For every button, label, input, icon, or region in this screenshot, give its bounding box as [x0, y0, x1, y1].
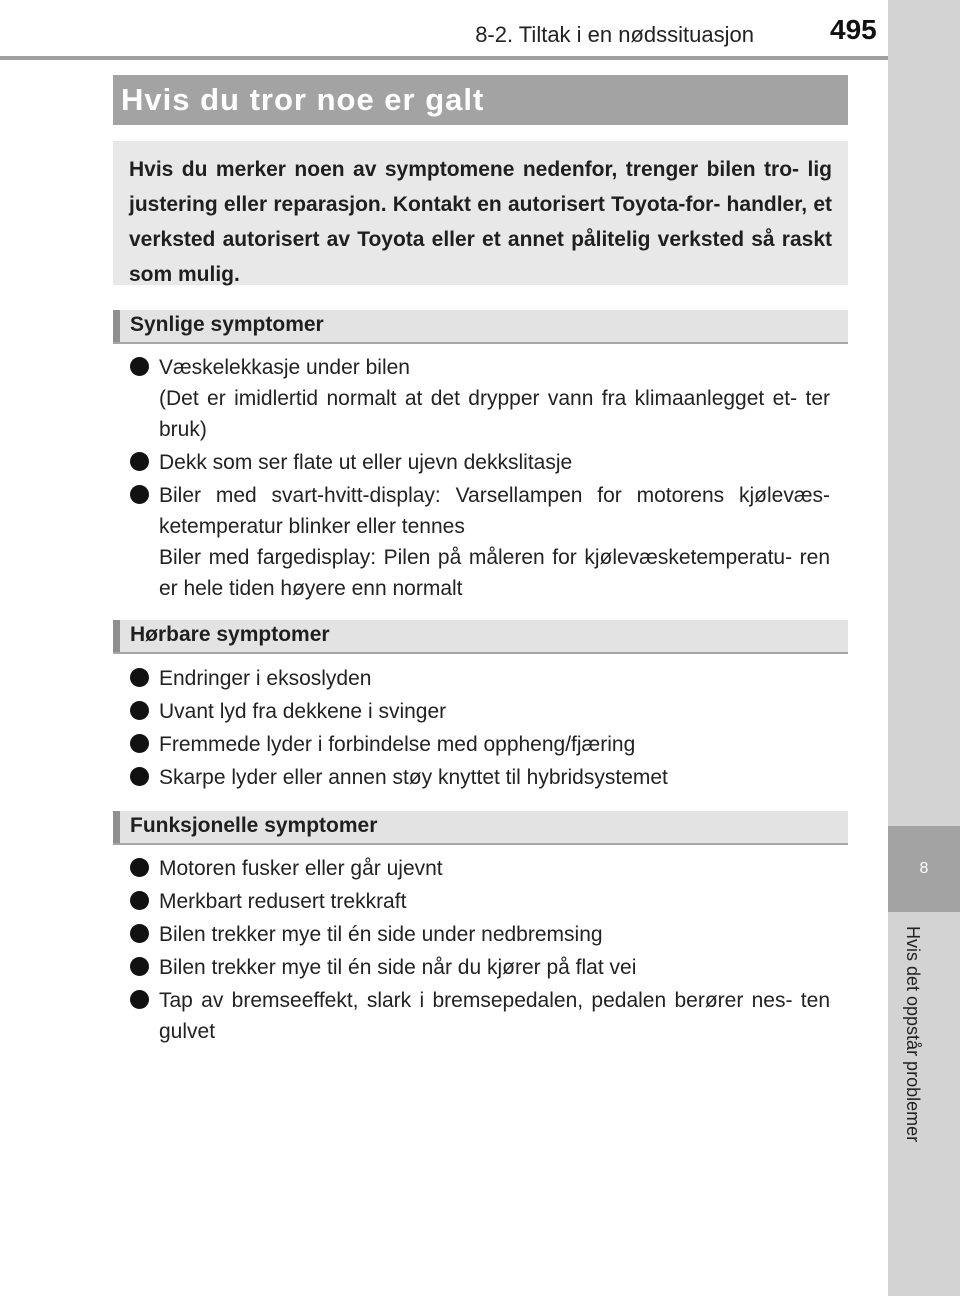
section-heading: Funksjonelle symptomer: [130, 814, 378, 837]
item-text: Bilen trekker mye til én side når du kjører på flat vei: [159, 956, 637, 979]
list-item: [130, 729, 830, 760]
section-heading: Synlige symptomer: [130, 313, 324, 336]
list-item: [130, 352, 830, 445]
symptom-list-functional: [130, 853, 830, 1049]
page-title: Hvis du tror noe er galt: [113, 75, 848, 125]
bullet-icon: [130, 957, 149, 976]
list-item: [130, 886, 830, 917]
list-item: [130, 663, 830, 694]
bullet-icon: [130, 485, 149, 504]
item-text: Endringer i eksoslyden: [159, 667, 372, 690]
bullet-icon: [130, 668, 149, 687]
symptom-list-visible: [130, 352, 830, 606]
item-text: Tap av bremseeffekt, slark i bremsepedalen, pedalen berører nes- ten gulvet: [159, 989, 830, 1043]
item-text: Fremmede lyder i forbindelse med oppheng/fjæring: [159, 733, 636, 756]
bullet-icon: [130, 357, 149, 376]
section-heading: Hørbare symptomer: [130, 623, 330, 646]
chapter-title: Hvis det oppstår problemer: [903, 926, 923, 1143]
bullet-icon: [130, 452, 149, 471]
chapter-number: 8: [888, 826, 960, 912]
item-text: (Det er imidlertid normalt at det drypper vann fra klimaanlegget et- ter bruk): [159, 387, 830, 441]
section-header-bar: [113, 310, 120, 342]
list-item: [130, 853, 830, 884]
bullet-icon: [130, 990, 149, 1009]
section-header-bar: [113, 811, 120, 843]
item-text: Uvant lyd fra dekkene i svinger: [159, 700, 447, 723]
list-item: [130, 447, 830, 478]
item-text: Motoren fusker eller går ujevnt: [159, 857, 443, 880]
item-text: Dekk som ser flate ut eller ujevn dekkslitasje: [159, 451, 573, 474]
bullet-icon: [130, 858, 149, 877]
item-text: Væskelekkasje under bilen: [159, 356, 410, 379]
section-header-bar: [113, 620, 120, 652]
item-text: Merkbart redusert trekkraft: [159, 890, 407, 913]
bullet-icon: [130, 734, 149, 753]
item-text: Skarpe lyder eller annen støy knyttet til hybridsystemet: [159, 766, 668, 789]
header-rule: [0, 56, 888, 60]
intro-notice: Hvis du merker noen av symptomene nedenfor, trenger bilen tro- lig justering eller reparasjon. Kontakt en autorisert Toyota-for- handler, et verksted autorisert av Toyota eller et annet pålitelig verksted så raskt som mulig.: [113, 141, 848, 285]
page-number: 495: [830, 14, 877, 45]
item-text: Biler med fargedisplay: Pilen på måleren for kjølevæsketemperatu- ren er hele tiden høyere enn normalt: [159, 546, 830, 600]
section-header-visible: [113, 310, 848, 344]
list-item: [130, 762, 830, 793]
item-text: Bilen trekker mye til én side under nedbremsing: [159, 923, 603, 946]
bullet-icon: [130, 891, 149, 910]
list-item: [130, 952, 830, 983]
list-item: [130, 919, 830, 950]
section-reference: 8-2. Tiltak i en nødssituasjon: [475, 22, 754, 47]
symptom-list-audible: [130, 663, 830, 795]
section-header-audible: [113, 620, 848, 654]
item-text: Biler med svart-hvitt-display: Varsellampen for motorens kjølevæs- ketemperatur blinker eller tennes: [159, 484, 830, 538]
list-item: [130, 480, 830, 604]
section-header-functional: [113, 811, 848, 845]
bullet-icon: [130, 767, 149, 786]
list-item: [130, 696, 830, 727]
bullet-icon: [130, 924, 149, 943]
list-item: [130, 985, 830, 1047]
bullet-icon: [130, 701, 149, 720]
